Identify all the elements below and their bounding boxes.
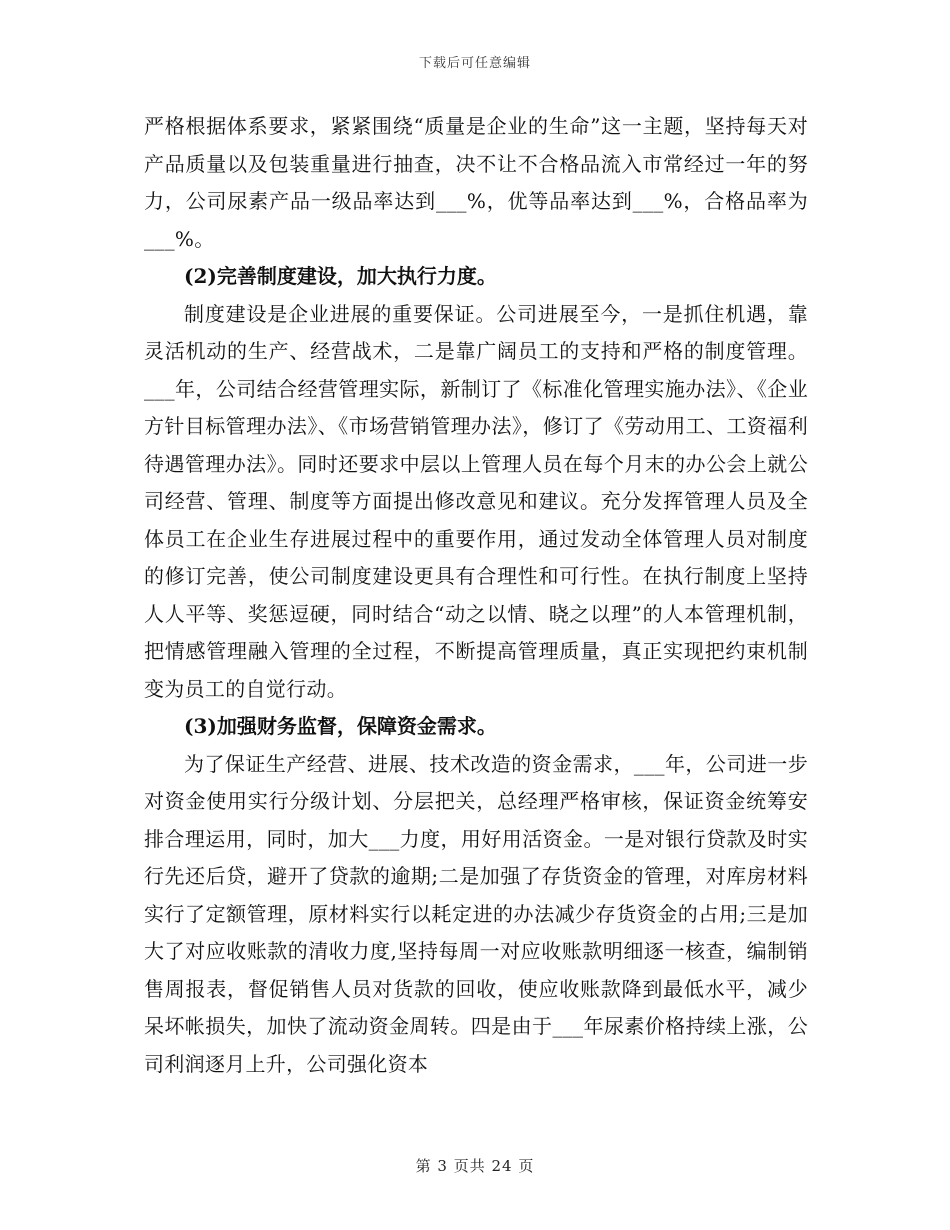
section-heading-2: (2)完善制度建设，加大执行力度。 [184,264,497,288]
page-number-footer: 第 3 页共 24 页 [415,1157,535,1175]
paragraph-finance: 为了保证生产经营、进展、技术改造的资金需求，___年，公司进一步对资金使用实行分级计划、分层把关，总经理严格审核，保证资金统筹安排合理运用，同时，加大___力度，用好用活资金。一是对银行贷款及时实行先还后贷，避开了贷款的逾期;二是加强了存货资金的管理，对库房材料实行了定额管理，原材料实行以耗定进的办法减少存货资金的占用;三是加大了对应收账款的清收力度,坚持每周一对应收账款明细逐一核查，编制销售周报表，督促销售人员对货款的回收，使应收账款降到最低水平，减少呆坏帐损失，加快了流动资金周转。四是由于___年尿素价格持续上涨，公司利润逐月上升，公司强化资本 [144,751,808,1076]
page-header: 下载后可任意编辑 [418,56,531,71]
document-body [144,108,808,1083]
paragraph-system-building: 制度建设是企业进展的重要保证。公司进展至今，一是抓住机遇，靠灵活机动的生产、经营战术，二是靠广阔员工的支持和严格的制度管理。___年，公司结合经营管理实际，新制订了《标准化管理实施办法》、《企业方针目标管理办法》、《市场营销管理办法》，修订了《劳动用工、工资福利待遇管理办法》。同时还要求中层以上管理人员在每个月末的办公会上就公司经营、管理、制度等方面提出修改意见和建议。充分发挥管理人员及全体员工在企业生存进展过程中的重要作用，通过发动全体管理人员对制度的修订完善，使公司制度建设更具有合理性和可行性。在执行制度上坚持人人平等、奖惩逗硬，同时结合“动之以情、晓之以理”的人本管理机制，把情感管理融入管理的全过程，不断提高管理质量，真正实现把约束机制变为员工的自觉行动。 [144,301,808,701]
section-heading-3: (3)加强财务监督，保障资金需求。 [184,714,497,738]
paragraph-quality: 严格根据体系要求，紧紧围绕“质量是企业的生命”这一主题，坚持每天对产品质量以及包装重量进行抽查，决不让不合格品流入市常经过一年的努力，公司尿素产品一级品率达到___%，优等品率达到___%，合格品率为___%。 [144,114,808,251]
